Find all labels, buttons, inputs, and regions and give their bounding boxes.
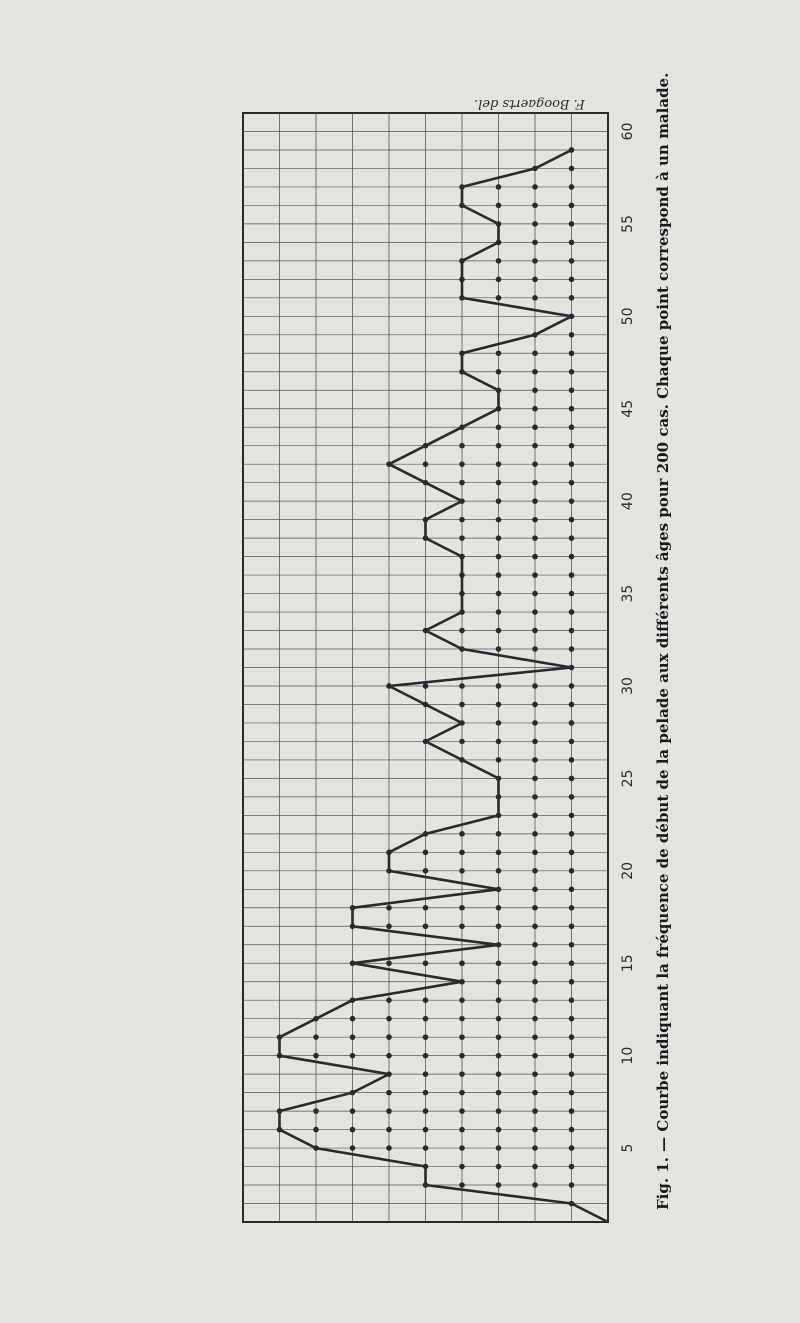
patient-point [350,1053,356,1059]
patient-point [532,905,538,911]
patient-point [569,1016,575,1022]
patient-point [569,443,575,449]
patient-point [532,1182,538,1188]
x-tick-label: 55 [620,214,636,233]
patient-point [277,1034,283,1040]
patient-point [532,554,538,560]
patient-point [459,517,465,523]
patient-point [277,1108,283,1114]
patient-point [423,1108,429,1114]
patient-point [386,1034,392,1040]
patient-point [350,1108,356,1114]
patient-point [569,665,575,671]
patient-point [532,369,538,375]
patient-point [459,831,465,837]
patient-point [569,1164,575,1170]
patient-point [569,147,575,153]
patient-point [569,702,575,708]
patient-point [496,1071,502,1077]
patient-point [569,850,575,856]
patient-point [569,628,575,634]
patient-point [532,240,538,246]
patient-point [532,757,538,763]
patient-point [532,646,538,652]
patient-point [532,960,538,966]
x-tick-label: 20 [620,861,636,880]
patient-point [569,572,575,578]
x-axis-tick-labels [620,123,636,1153]
patient-point [459,443,465,449]
patient-point [386,1108,392,1114]
x-tick-label: 30 [620,677,636,695]
patient-point [459,1034,465,1040]
patient-point [459,1127,465,1133]
patient-point [386,868,392,874]
patient-point [386,1053,392,1059]
patient-point [496,240,502,246]
patient-point [496,350,502,356]
patient-point [496,628,502,634]
patient-point [532,535,538,541]
patient-point [350,1145,356,1151]
figure-caption-prefix: Fig. 1. — [654,1136,672,1210]
patient-point [496,498,502,504]
patient-point [569,997,575,1003]
patient-point [496,203,502,209]
patient-point [569,1108,575,1114]
patient-point [459,498,465,504]
patient-point [496,406,502,412]
patient-point [313,1108,319,1114]
patient-point [532,277,538,283]
patient-point [459,258,465,264]
patient-point [496,258,502,264]
patient-point [496,683,502,689]
patient-point [459,1108,465,1114]
patient-point [459,184,465,190]
patient-point [350,1016,356,1022]
patient-point [423,1182,429,1188]
patient-point [496,1090,502,1096]
patient-point [459,960,465,966]
figure-caption-text: Courbe indiquant la fréquence de début de la pelade aux différents âges pour 200 cas. Chaque point correspond à un malade. [654,72,672,1132]
patient-point [423,1034,429,1040]
patient-point [423,923,429,929]
patient-point [459,997,465,1003]
patient-point [532,1108,538,1114]
patient-point [532,1090,538,1096]
patient-point [532,850,538,856]
patient-point [496,1016,502,1022]
patient-point [569,498,575,504]
patient-point [496,960,502,966]
patient-point [569,1034,575,1040]
patient-point [386,1090,392,1096]
patient-point [569,979,575,985]
patient-point [459,628,465,634]
patient-point [350,1034,356,1040]
patient-point [423,1164,429,1170]
patient-point [569,350,575,356]
patient-point [569,295,575,301]
patient-point [496,868,502,874]
patient-point [496,443,502,449]
patient-point [459,369,465,375]
patient-point [350,1090,356,1096]
patient-point [459,591,465,597]
patient-point [532,702,538,708]
patient-point [459,1016,465,1022]
patient-point [496,480,502,486]
patient-point [423,1053,429,1059]
patient-point [459,1090,465,1096]
patient-point [569,369,575,375]
patient-point [496,1182,502,1188]
patient-point [569,406,575,412]
patient-point [569,203,575,209]
patient-point [532,350,538,356]
patient-point [569,720,575,726]
patient-point [496,850,502,856]
patient-point [532,332,538,338]
patient-point [569,314,575,320]
patient-point [496,221,502,227]
x-tick-label: 60 [620,122,636,141]
patient-point [423,960,429,966]
patient-point [532,443,538,449]
patient-point [569,905,575,911]
patient-point [496,1145,502,1151]
patient-point [569,1090,575,1096]
patient-point [386,1071,392,1077]
patient-point [569,813,575,819]
patient-point [569,1053,575,1059]
patient-point [496,295,502,301]
patient-point [459,905,465,911]
patient-point [423,739,429,745]
patient-point [532,997,538,1003]
patient-point [532,572,538,578]
patient-point [496,1053,502,1059]
patient-point [423,831,429,837]
patient-point [532,221,538,227]
patient-point [423,1090,429,1096]
patient-point [496,831,502,837]
patient-point [386,683,392,689]
patient-point [532,776,538,782]
x-tick-label: 25 [620,769,636,788]
patient-point [569,535,575,541]
patient-point [496,535,502,541]
patient-point [459,572,465,578]
patient-point [569,387,575,393]
patient-point [386,1145,392,1151]
patient-point [496,887,502,893]
patient-point [459,461,465,467]
patient-point [569,1182,575,1188]
patient-point [569,461,575,467]
patient-point [496,923,502,929]
patient-point [496,184,502,190]
draughtsman-signature: F. Boogaerts del. [474,96,585,111]
patient-point [386,960,392,966]
patient-point [532,813,538,819]
x-tick-label: 15 [620,954,636,973]
patient-point [496,424,502,430]
patient-point [532,979,538,985]
figure-caption [650,72,676,1210]
patient-point [423,461,429,467]
patient-point [423,905,429,911]
patient-point [496,591,502,597]
patient-point [569,591,575,597]
patient-point [459,757,465,763]
patient-point [496,1127,502,1133]
patient-point [350,923,356,929]
patient-point [569,831,575,837]
patient-point [532,628,538,634]
patient-point [532,1016,538,1022]
patient-point [532,720,538,726]
patient-point [532,923,538,929]
patient-point [423,850,429,856]
patient-point [569,277,575,283]
patient-point [423,683,429,689]
patient-point [459,646,465,652]
patient-point [423,517,429,523]
patient-point [459,683,465,689]
patient-point [459,350,465,356]
patient-point [532,258,538,264]
patient-point [459,277,465,283]
patient-point [423,1145,429,1151]
patient-point [569,554,575,560]
patient-point [569,184,575,190]
patient-point [569,1071,575,1077]
patient-point [532,1071,538,1077]
patient-point [496,1108,502,1114]
patient-point [496,905,502,911]
patient-point [569,424,575,430]
series-frequency [277,147,608,1222]
patient-point [386,850,392,856]
patient-point [569,960,575,966]
patient-point [386,905,392,911]
patient-point [313,1034,319,1040]
x-tick-label: 35 [620,584,636,603]
patient-point [569,683,575,689]
patient-point [532,591,538,597]
patient-point [532,461,538,467]
patient-point [313,1016,319,1022]
patient-point [569,776,575,782]
patient-point [313,1145,319,1151]
patient-point [569,794,575,800]
patient-point [496,813,502,819]
patient-point [459,1053,465,1059]
patient-point [496,387,502,393]
patient-point [496,517,502,523]
patient-point [459,609,465,615]
patient-point [459,295,465,301]
patient-point [277,1053,283,1059]
patient-point [496,794,502,800]
x-tick-label: 5 [620,1143,636,1153]
patient-point [569,166,575,172]
patient-point [569,517,575,523]
patient-point [459,979,465,985]
patient-point [459,1071,465,1077]
patient-point [569,739,575,745]
patient-point [532,498,538,504]
patient-point [350,960,356,966]
patient-point [569,480,575,486]
patient-point [532,517,538,523]
patient-point [569,757,575,763]
patient-point [532,868,538,874]
patient-point [569,1201,575,1207]
patient-point [459,1145,465,1151]
patient-point [569,221,575,227]
patient-point [569,942,575,948]
patient-point [496,979,502,985]
patient-point [532,203,538,209]
patient-point [532,424,538,430]
patient-point [532,1127,538,1133]
patient-point [532,387,538,393]
patient-point [496,776,502,782]
patient-point [459,554,465,560]
patient-point [532,609,538,615]
patient-point [569,332,575,338]
patient-point [423,628,429,634]
patient-point [386,1127,392,1133]
patient-point [423,535,429,541]
patient-point [496,572,502,578]
patient-point [532,831,538,837]
patient-point [569,240,575,246]
patient-point [496,609,502,615]
patient-point [532,406,538,412]
patient-point [569,923,575,929]
patient-point [350,1127,356,1133]
patient-point [459,739,465,745]
x-tick-label: 45 [620,399,636,418]
patient-point [496,757,502,763]
patient-point [350,997,356,1003]
patient-point [532,1145,538,1151]
patient-point [532,480,538,486]
patient-point [459,923,465,929]
patient-point [423,443,429,449]
patient-point [423,1127,429,1133]
patient-point [532,794,538,800]
patient-point [459,868,465,874]
patient-point [569,609,575,615]
patient-point [459,535,465,541]
x-tick-label: 10 [620,1046,636,1065]
patient-point [496,720,502,726]
patient-point [313,1053,319,1059]
patient-point [496,1034,502,1040]
patient-point [496,646,502,652]
patient-point [423,480,429,486]
patient-point [350,905,356,911]
patient-point [496,997,502,1003]
patient-point [386,923,392,929]
patient-point [496,369,502,375]
x-tick-label: 50 [620,307,636,326]
patient-point [496,554,502,560]
patient-point [569,646,575,652]
patient-point [459,702,465,708]
patient-point [496,942,502,948]
patient-point [459,424,465,430]
patient-point [459,203,465,209]
patient-point [459,850,465,856]
patient-point [423,702,429,708]
x-tick-label: 40 [620,492,636,511]
patient-point [459,480,465,486]
patient-point [569,1127,575,1133]
patient-point [496,461,502,467]
patient-point [532,1053,538,1059]
patient-point [386,461,392,467]
patient-point [459,1182,465,1188]
patient-point [532,739,538,745]
patient-point [386,997,392,1003]
patient-point [496,739,502,745]
patient-point [313,1127,319,1133]
patient-point [532,184,538,190]
patient-point [532,887,538,893]
patient-point [423,1071,429,1077]
patient-point [532,1034,538,1040]
patient-point [569,1145,575,1151]
patient-point [569,258,575,264]
patient-point [532,295,538,301]
patient-point [532,166,538,172]
patient-point [532,942,538,948]
patient-point [423,1016,429,1022]
patient-point [496,277,502,283]
patient-point [423,868,429,874]
patient-point [569,887,575,893]
patient-point [496,702,502,708]
patient-point [496,1164,502,1170]
patient-point [459,1164,465,1170]
patient-point [569,868,575,874]
patient-point [386,1016,392,1022]
patient-point [459,720,465,726]
patient-point [277,1127,283,1133]
patient-point [532,1164,538,1170]
patient-point [423,997,429,1003]
patient-point [532,683,538,689]
